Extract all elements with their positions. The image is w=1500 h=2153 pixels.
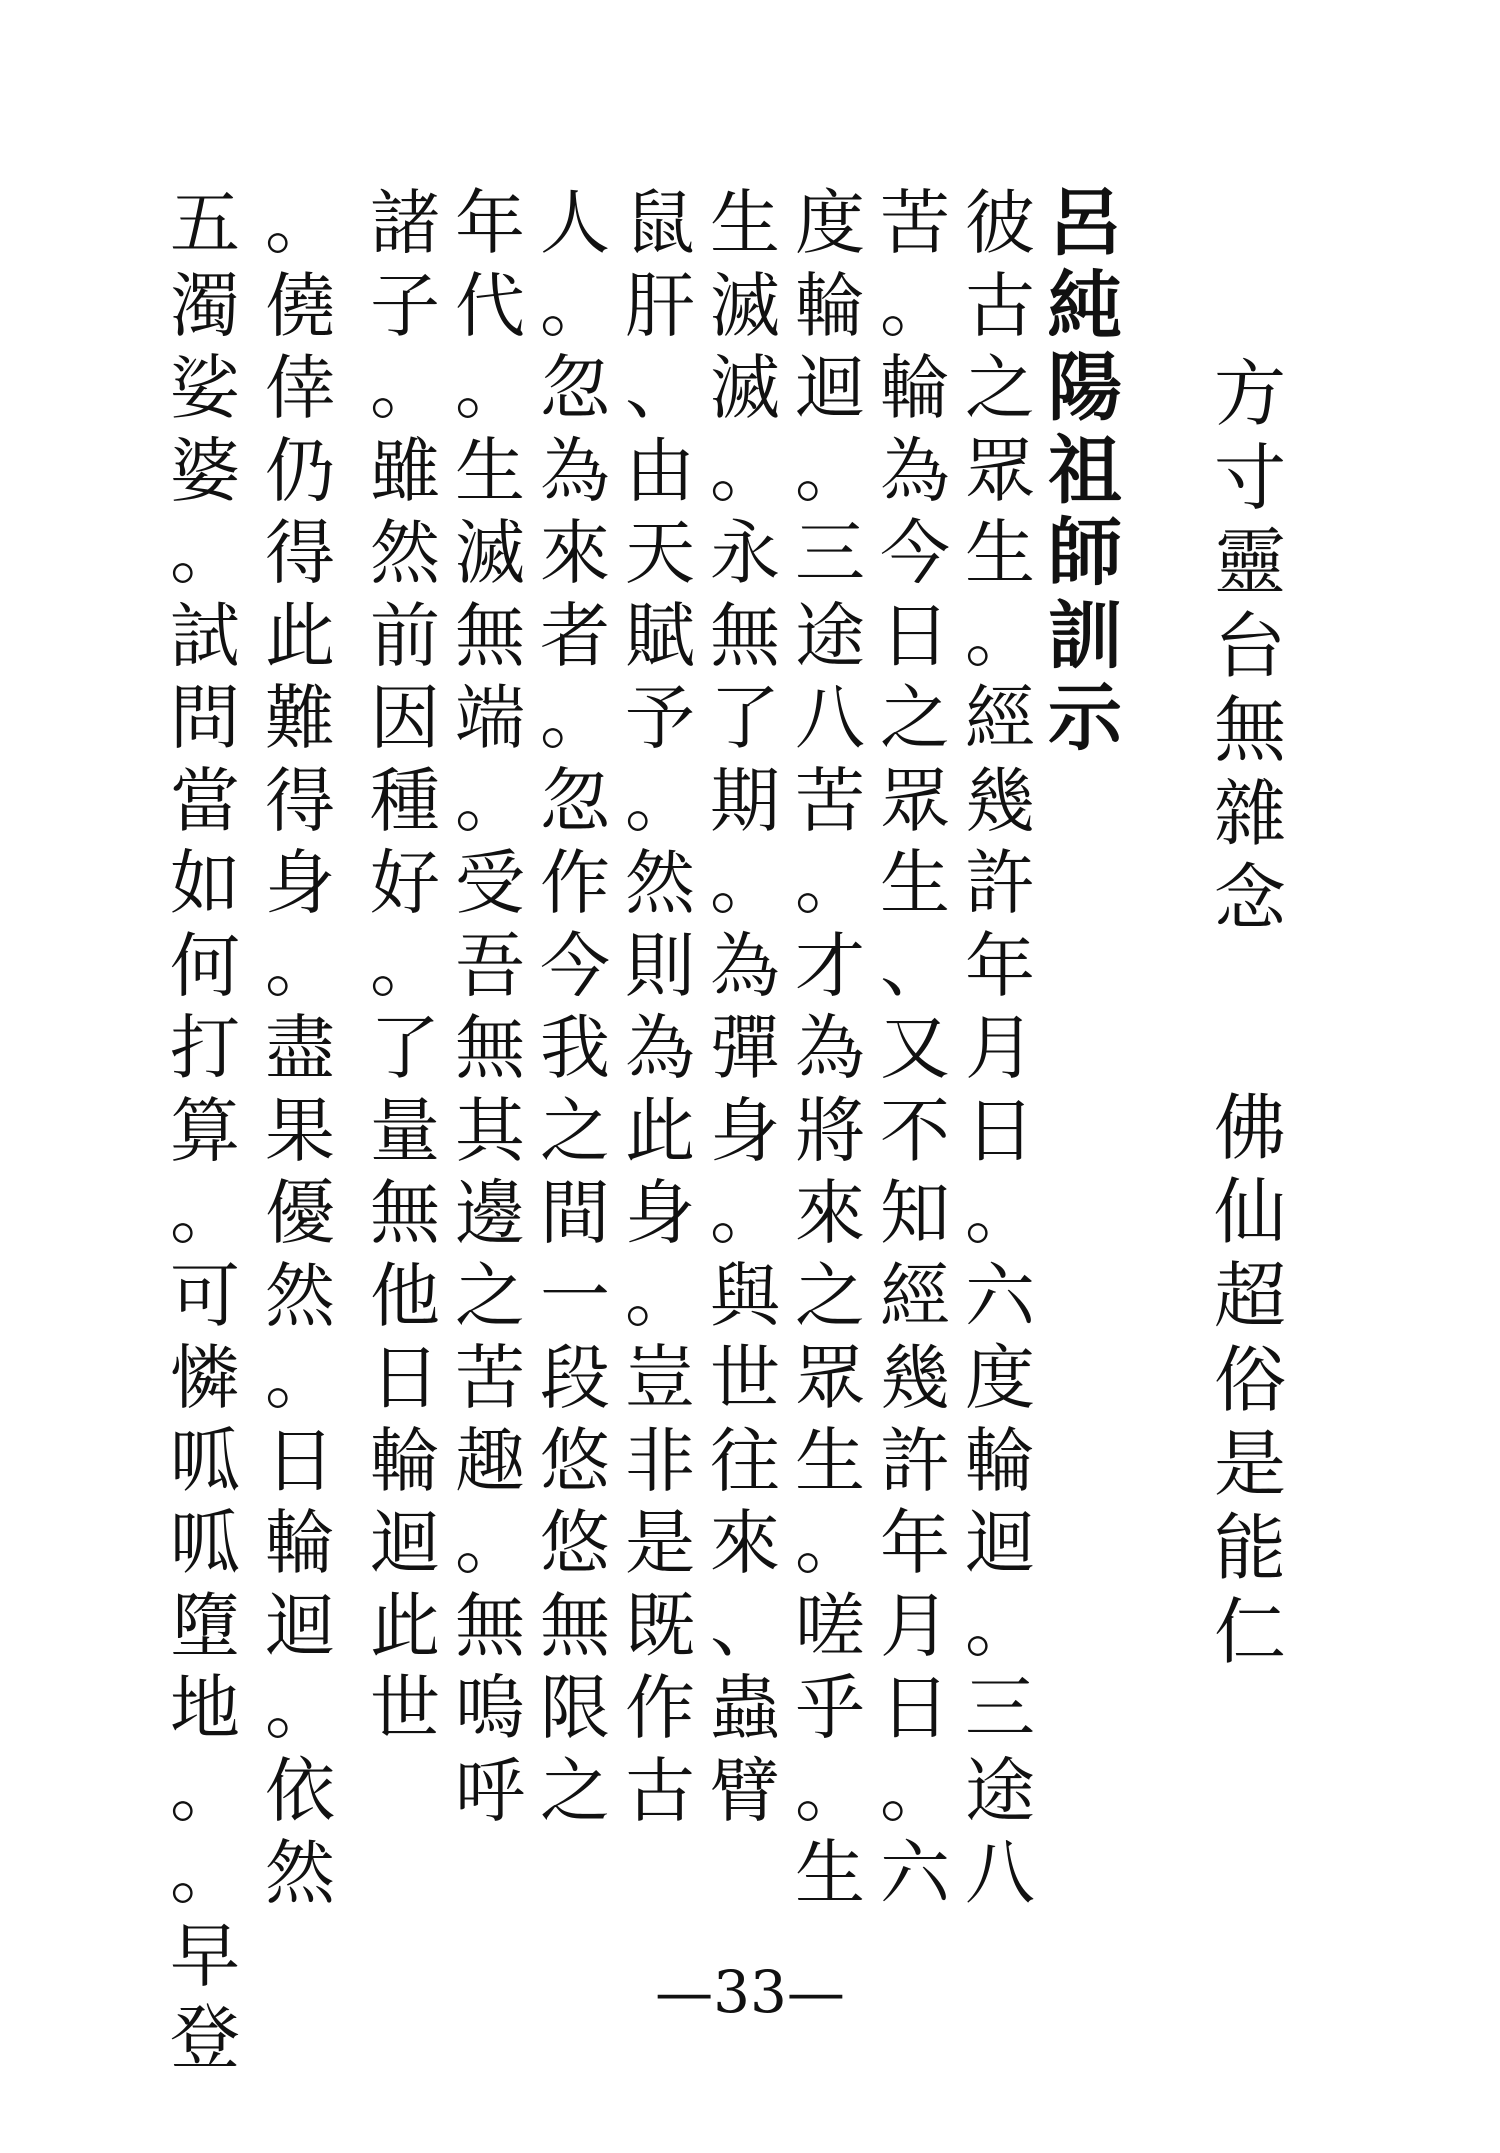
glyph: 滅 [710, 347, 780, 429]
glyph: 將 [795, 1089, 865, 1172]
glyph: 無 [540, 1584, 610, 1667]
glyph: 依 [265, 1749, 335, 1832]
glyph: 之 [540, 1089, 610, 1172]
glyph: 生 [710, 182, 780, 264]
glyph: 好 [370, 842, 440, 924]
glyph: 吾 [455, 924, 525, 1007]
glyph: 天 [625, 512, 695, 594]
glyph: 可 [170, 1254, 240, 1337]
glyph: 此 [265, 594, 335, 677]
glyph: 。 [880, 1749, 950, 1832]
glyph: 古 [965, 264, 1035, 347]
glyph: 度 [795, 182, 865, 264]
glyph: 墮 [170, 1584, 240, 1667]
glyph: 苦 [795, 759, 865, 842]
glyph: 來 [540, 512, 610, 594]
text-column-8 [363, 182, 447, 1750]
glyph: 則 [625, 924, 695, 1007]
glyph: 迴 [795, 347, 865, 429]
glyph: 來 [710, 1502, 780, 1584]
glyph: 又 [880, 1007, 950, 1089]
glyph: 然 [625, 842, 695, 924]
glyph: 許 [880, 1419, 950, 1502]
glyph: 因 [370, 677, 440, 759]
glyph: 早 [170, 1914, 240, 1997]
glyph: 、 [625, 347, 695, 429]
glyph: 迴 [370, 1502, 440, 1584]
glyph: 限 [540, 1667, 610, 1749]
glyph: 盡 [265, 1007, 335, 1089]
glyph: 能 [1213, 1506, 1286, 1590]
glyph: 乎 [795, 1667, 865, 1749]
couplet-left [1208, 1086, 1292, 1674]
text-column-6 [533, 182, 617, 1832]
glyph: 無 [455, 1584, 525, 1667]
glyph: 雜 [1213, 772, 1286, 856]
glyph: 然 [370, 512, 440, 594]
glyph: 娑 [170, 347, 240, 429]
glyph: 我 [540, 1007, 610, 1089]
glyph: 無 [455, 594, 525, 677]
glyph: 幾 [880, 1337, 950, 1419]
glyph: 念 [1213, 856, 1286, 940]
glyph: 憐 [170, 1337, 240, 1419]
glyph: 之 [795, 1254, 865, 1337]
glyph: 日 [265, 1419, 335, 1502]
glyph: 作 [540, 842, 610, 924]
glyph: 算 [170, 1089, 240, 1172]
glyph: 忽 [540, 347, 610, 429]
glyph: 諸 [370, 182, 440, 264]
glyph: 輪 [370, 1419, 440, 1502]
glyph: 苦 [455, 1337, 525, 1419]
glyph: 許 [965, 842, 1035, 924]
glyph: 無 [1213, 688, 1286, 772]
glyph: 輪 [265, 1502, 335, 1584]
glyph: 受 [455, 842, 525, 924]
glyph: 肝 [625, 264, 695, 347]
glyph: 此 [370, 1584, 440, 1667]
glyph: 。 [370, 924, 440, 1007]
glyph: 途 [965, 1749, 1035, 1832]
glyph: 滅 [710, 264, 780, 347]
glyph: 、 [880, 924, 950, 1007]
glyph: 無 [370, 1172, 440, 1254]
glyph: 既 [625, 1584, 695, 1667]
glyph: 祖 [1048, 427, 1122, 514]
glyph: 眾 [880, 759, 950, 842]
glyph: 生 [965, 512, 1035, 594]
glyph: 身 [625, 1172, 695, 1254]
glyph: 。 [265, 924, 335, 1007]
glyph: 是 [625, 1502, 695, 1584]
glyph: 生 [795, 1832, 865, 1914]
glyph: 登 [170, 1997, 240, 2079]
glyph: 得 [265, 512, 335, 594]
glyph: 予 [625, 677, 695, 759]
glyph: 陽 [1048, 345, 1122, 431]
couplet-right [1208, 352, 1292, 940]
glyph: 。 [795, 429, 865, 512]
glyph: 方 [1213, 352, 1286, 436]
text-column-4 [703, 182, 787, 1832]
glyph: 果 [265, 1089, 335, 1172]
glyph: 。 [710, 842, 780, 924]
glyph: 倖 [265, 347, 335, 429]
glyph: 。 [265, 1667, 335, 1749]
glyph: 然 [265, 1832, 335, 1914]
glyph: 為 [540, 429, 610, 512]
glyph: 月 [880, 1584, 950, 1667]
heading-title [1043, 182, 1127, 760]
glyph: 、 [710, 1584, 780, 1667]
glyph: 難 [265, 677, 335, 759]
glyph: 古 [625, 1749, 695, 1832]
glyph: 僥 [265, 264, 335, 347]
glyph: 日 [965, 1089, 1035, 1172]
glyph: 。 [965, 1584, 1035, 1667]
glyph: 前 [370, 594, 440, 677]
text-column-9 [258, 182, 342, 1915]
glyph: 日 [880, 594, 950, 677]
glyph: 然 [265, 1254, 335, 1337]
glyph: 眾 [795, 1337, 865, 1419]
glyph: 段 [540, 1337, 610, 1419]
glyph: 忽 [540, 759, 610, 842]
glyph: 試 [170, 594, 240, 677]
glyph: 蟲 [710, 1667, 780, 1749]
glyph: 。 [795, 842, 865, 924]
glyph: 婆 [170, 429, 240, 512]
glyph: 趣 [455, 1419, 525, 1502]
glyph: 間 [540, 1172, 610, 1254]
glyph: 三 [795, 512, 865, 594]
glyph: 為 [625, 1007, 695, 1089]
glyph: 之 [455, 1254, 525, 1337]
glyph: 他 [370, 1254, 440, 1337]
glyph: 才 [795, 924, 865, 1007]
glyph: 。 [625, 1254, 695, 1337]
glyph: 。 [455, 759, 525, 842]
glyph: 日 [880, 1667, 950, 1749]
glyph: 途 [795, 594, 865, 677]
glyph: 世 [370, 1667, 440, 1749]
glyph: 師 [1048, 510, 1122, 596]
glyph: 眾 [965, 429, 1035, 512]
glyph: 。 [965, 1172, 1035, 1254]
glyph: 。 [265, 182, 335, 264]
glyph: 種 [370, 759, 440, 842]
glyph: 濁 [170, 264, 240, 347]
glyph: 鼠 [625, 182, 695, 264]
glyph: 者 [540, 594, 610, 677]
glyph: 苦 [880, 182, 950, 264]
glyph: 靈 [1213, 520, 1286, 604]
glyph: 。 [170, 512, 240, 594]
glyph: 。 [170, 1832, 240, 1914]
glyph: 無 [710, 594, 780, 677]
glyph: 。 [795, 1502, 865, 1584]
glyph: 純 [1048, 262, 1122, 349]
glyph: 度 [965, 1337, 1035, 1419]
glyph: 仁 [1213, 1590, 1286, 1674]
glyph: 往 [710, 1419, 780, 1502]
glyph: 。 [710, 1172, 780, 1254]
glyph: 不 [880, 1089, 950, 1172]
glyph: 身 [710, 1089, 780, 1172]
page-number: —33— [655, 1958, 845, 2026]
glyph: 端 [455, 677, 525, 759]
glyph: 。 [795, 1749, 865, 1832]
glyph: 當 [170, 759, 240, 842]
glyph: 月 [965, 1007, 1035, 1089]
glyph: 非 [625, 1419, 695, 1502]
glyph: 。 [965, 594, 1035, 677]
glyph: 示 [1048, 675, 1122, 761]
glyph: 。 [265, 1337, 335, 1419]
glyph: 俗 [1213, 1338, 1286, 1422]
glyph: 。 [170, 1172, 240, 1254]
glyph: 之 [540, 1749, 610, 1832]
glyph: 寸 [1213, 436, 1286, 520]
glyph: 台 [1213, 604, 1286, 688]
glyph: 身 [265, 842, 335, 924]
glyph: 來 [795, 1172, 865, 1254]
glyph: 作 [625, 1667, 695, 1749]
glyph: 嗟 [795, 1584, 865, 1667]
glyph: 生 [455, 429, 525, 512]
glyph: 悠 [540, 1502, 610, 1584]
glyph: 。 [540, 677, 610, 759]
glyph: 呂 [1048, 180, 1122, 266]
glyph: 優 [265, 1172, 335, 1254]
glyph: 為 [880, 429, 950, 512]
glyph: 人 [540, 182, 610, 264]
text-column-7 [448, 182, 532, 1832]
glyph: 豈 [625, 1337, 695, 1419]
glyph: 八 [795, 677, 865, 759]
glyph: 六 [880, 1832, 950, 1914]
glyph: 何 [170, 924, 240, 1007]
glyph: 。 [625, 759, 695, 842]
glyph: 輪 [965, 1419, 1035, 1502]
glyph: 呼 [455, 1749, 525, 1832]
glyph: 悠 [540, 1419, 610, 1502]
glyph: 。 [370, 347, 440, 429]
glyph: 經 [965, 677, 1035, 759]
glyph: 訓 [1048, 592, 1122, 679]
glyph: 生 [880, 842, 950, 924]
glyph: 迴 [265, 1584, 335, 1667]
glyph: 永 [710, 512, 780, 594]
glyph: 如 [170, 842, 240, 924]
glyph: 代 [455, 264, 525, 347]
glyph: 世 [710, 1337, 780, 1419]
glyph: 呱 [170, 1419, 240, 1502]
text-column-1 [958, 182, 1042, 1915]
glyph: 量 [370, 1089, 440, 1172]
glyph: 超 [1213, 1254, 1286, 1338]
glyph: 今 [880, 512, 950, 594]
glyph: 仍 [265, 429, 335, 512]
glyph: 滅 [455, 512, 525, 594]
glyph: 年 [880, 1502, 950, 1584]
glyph: 經 [880, 1254, 950, 1337]
glyph: 幾 [965, 759, 1035, 842]
glyph: 一 [540, 1254, 610, 1337]
glyph: 。 [710, 429, 780, 512]
glyph: 雖 [370, 429, 440, 512]
glyph: 。 [170, 1749, 240, 1832]
glyph: 邊 [455, 1172, 525, 1254]
glyph: 年 [965, 924, 1035, 1007]
glyph: 彈 [710, 1007, 780, 1089]
glyph: 佛 [1213, 1086, 1286, 1170]
glyph: 。 [880, 264, 950, 347]
text-column-5 [618, 182, 702, 1832]
glyph: 臂 [710, 1749, 780, 1832]
glyph: 其 [455, 1089, 525, 1172]
glyph: 與 [710, 1254, 780, 1337]
glyph: 彼 [965, 182, 1035, 264]
text-column-3 [788, 182, 872, 1915]
glyph: 賦 [625, 594, 695, 677]
glyph: 日 [370, 1337, 440, 1419]
text-column-2 [873, 182, 957, 1915]
glyph: 迴 [965, 1502, 1035, 1584]
glyph: 之 [965, 347, 1035, 429]
glyph: 五 [170, 182, 240, 264]
glyph: 輪 [880, 347, 950, 429]
glyph: 此 [625, 1089, 695, 1172]
glyph: 為 [795, 1007, 865, 1089]
glyph: 。 [455, 1502, 525, 1584]
glyph: 是 [1213, 1422, 1286, 1506]
glyph: 問 [170, 677, 240, 759]
glyph: 了 [710, 677, 780, 759]
glyph: 期 [710, 759, 780, 842]
glyph: 嗚 [455, 1667, 525, 1749]
glyph: 三 [965, 1667, 1035, 1749]
glyph: 年 [455, 182, 525, 264]
glyph: 六 [965, 1254, 1035, 1337]
glyph: 知 [880, 1172, 950, 1254]
glyph: 地 [170, 1667, 240, 1749]
glyph: 子 [370, 264, 440, 347]
glyph: 了 [370, 1007, 440, 1089]
glyph: 之 [880, 677, 950, 759]
glyph: 今 [540, 924, 610, 1007]
glyph: 得 [265, 759, 335, 842]
glyph: 八 [965, 1832, 1035, 1914]
glyph: 。 [455, 347, 525, 429]
glyph: 由 [625, 429, 695, 512]
glyph: 為 [710, 924, 780, 1007]
glyph: 呱 [170, 1502, 240, 1584]
glyph: 無 [455, 1007, 525, 1089]
text-column-10 [163, 182, 247, 2080]
glyph: 打 [170, 1007, 240, 1089]
glyph: 生 [795, 1419, 865, 1502]
glyph: 輪 [795, 264, 865, 347]
glyph: 。 [540, 264, 610, 347]
glyph: 仙 [1213, 1170, 1286, 1254]
